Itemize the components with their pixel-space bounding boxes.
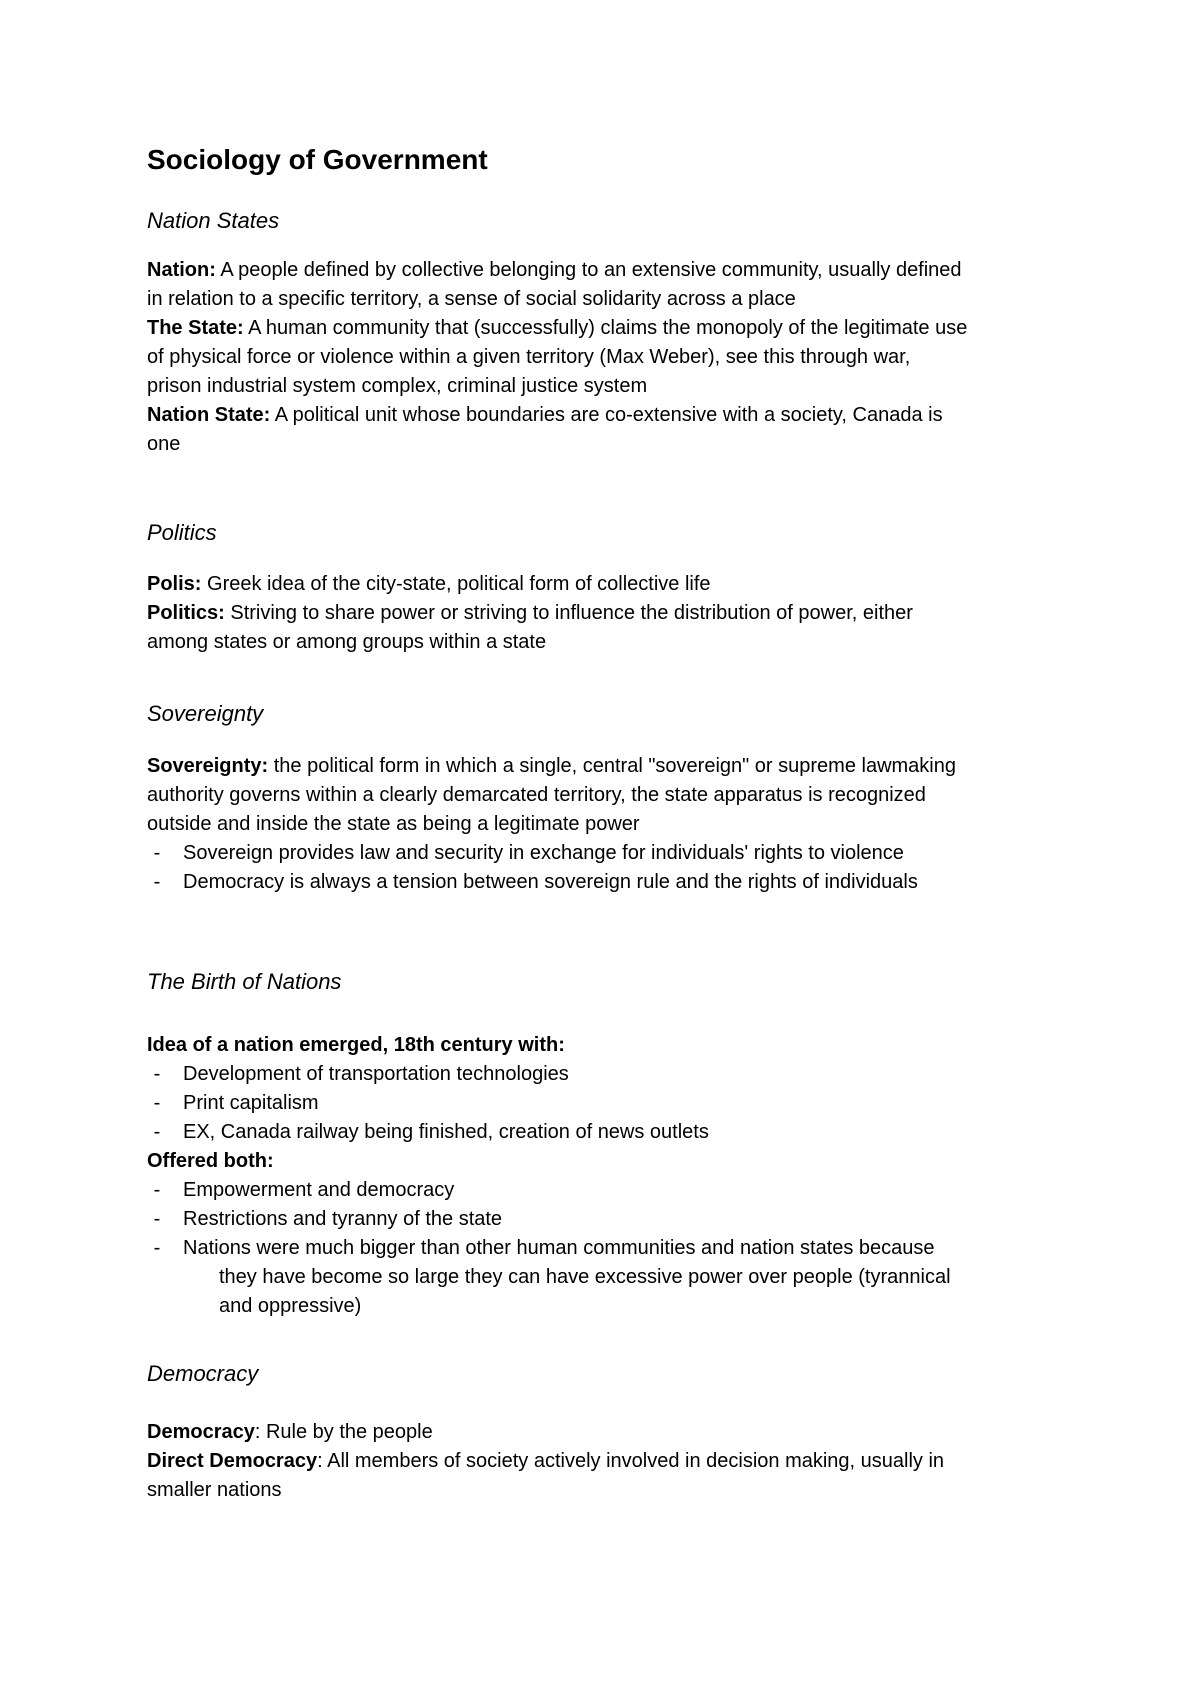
list-item <box>153 1234 935 1263</box>
definition-nation-state-text-2: one <box>147 433 181 455</box>
list-item-text: Development of transportation technologies <box>183 1063 569 1085</box>
bullet-dash: - <box>153 1063 161 1085</box>
definition-nation-text-1: A people defined by collective belonging to an extensive community, usually defined <box>215 259 962 281</box>
term-nation-state: Nation State: <box>147 404 271 426</box>
term-sovereignty: Sovereignty: <box>147 755 269 777</box>
term-state: The State: <box>147 317 244 339</box>
bullet-dash: - <box>153 1121 161 1143</box>
list-item <box>153 868 918 897</box>
list-item-text: Empowerment and democracy <box>183 1179 455 1201</box>
list-item <box>153 839 904 868</box>
list-item-text: Print capitalism <box>183 1092 319 1114</box>
bullet-dash: - <box>153 871 161 893</box>
document-title: Sociology of Government <box>147 144 488 175</box>
definition-politics-text-1: Striving to share power or striving to influence the distribution of power, either <box>224 602 913 624</box>
definition-nation <box>147 256 962 285</box>
list-item-text: Nations were much bigger than other human communities and nation states because <box>183 1237 935 1259</box>
definition-sovereignty <box>147 752 956 781</box>
list-item-text: Sovereign provides law and security in exchange for individuals' rights to violence <box>183 842 904 864</box>
heading-democracy: Democracy <box>147 1361 259 1386</box>
list-item-text: Democracy is always a tension between sovereign rule and the rights of individuals <box>183 871 918 893</box>
definition-direct-democracy <box>147 1447 944 1476</box>
definition-sovereignty-text-2: authority governs within a clearly demarcated territory, the state apparatus is recognized <box>147 784 926 806</box>
bullet-dash: - <box>153 1179 161 1201</box>
definition-democracy-text: : Rule by the people <box>254 1421 433 1443</box>
definition-sovereignty-text-1: the political form in which a single, central "sovereign" or supreme lawmaking <box>268 755 956 777</box>
definition-polis-text: Greek idea of the city-state, political form of collective life <box>201 573 711 595</box>
list-item-text: Restrictions and tyranny of the state <box>183 1208 503 1230</box>
label-idea-of-nation: Idea of a nation emerged, 18th century with: <box>147 1034 565 1056</box>
bullet-dash: - <box>153 1092 161 1114</box>
definition-state <box>147 314 967 343</box>
definition-polis <box>147 570 711 599</box>
list-item <box>153 1118 709 1147</box>
list-item <box>153 1205 503 1234</box>
definition-sovereignty-text-3: outside and inside the state as being a legitimate power <box>147 813 640 835</box>
list-item-text: EX, Canada railway being finished, creation of news outlets <box>183 1121 709 1143</box>
definition-politics <box>147 599 913 628</box>
term-nation: Nation: <box>147 259 216 281</box>
bullet-dash: - <box>153 1237 161 1259</box>
definition-direct-democracy-text-1: : All members of society actively involved in decision making, usually in <box>317 1450 945 1472</box>
definition-state-text-1: A human community that (successfully) claims the monopoly of the legitimate use <box>243 317 968 339</box>
heading-birth-of-nations: The Birth of Nations <box>147 969 342 994</box>
definition-state-text-3: prison industrial system complex, criminal justice system <box>147 375 648 397</box>
list-item-continuation: they have become so large they can have excessive power over people (tyrannical <box>219 1266 951 1288</box>
label-offered-both: Offered both: <box>147 1150 274 1172</box>
list-item <box>153 1060 569 1089</box>
list-item <box>153 1176 455 1205</box>
heading-nation-states: Nation States <box>147 208 280 233</box>
definition-politics-text-2: among states or among groups within a state <box>147 631 547 653</box>
list-item-continuation: and oppressive) <box>219 1295 362 1317</box>
definition-nation-text-2: in relation to a specific territory, a sense of social solidarity across a place <box>147 288 796 310</box>
term-direct-democracy: Direct Democracy <box>147 1450 318 1472</box>
definition-nation-state-text-1: A political unit whose boundaries are co-extensive with a society, Canada is <box>270 404 943 426</box>
list-item <box>153 1089 319 1118</box>
definition-direct-democracy-text-2: smaller nations <box>147 1479 282 1501</box>
bullet-dash: - <box>153 842 161 864</box>
definition-democracy <box>147 1418 433 1447</box>
definition-nation-state <box>147 401 943 430</box>
definition-state-text-2: of physical force or violence within a given territory (Max Weber), see this through war, <box>147 346 911 368</box>
heading-politics: Politics <box>147 520 217 545</box>
bullet-dash: - <box>153 1208 161 1230</box>
term-democracy: Democracy <box>147 1421 255 1443</box>
term-polis: Polis: <box>147 573 202 595</box>
heading-sovereignty: Sovereignty <box>147 701 264 726</box>
term-politics: Politics: <box>147 602 225 624</box>
